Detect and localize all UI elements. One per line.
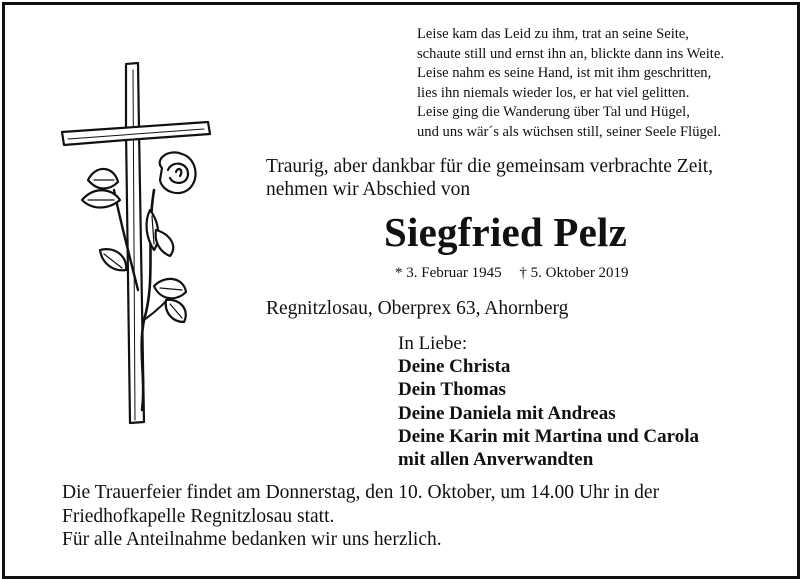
mourners-block xyxy=(398,332,699,471)
poem-line: Leise ging die Wanderung über Tal und Hügel, xyxy=(417,104,690,120)
poem-line: und uns wär´s als wüchsen still, seiner Seele Flügel. xyxy=(417,123,721,140)
deceased-name: Siegfried Pelz xyxy=(384,209,628,255)
address: Regnitzlosau, Oberprex 63, Ahornberg xyxy=(266,298,569,319)
poem-line: lies ihn niemals wieder los, er hat viel gelitten. xyxy=(417,84,690,101)
death-date: † 5. Oktober 2019 xyxy=(519,265,629,281)
poem-line: Leise nahm es seine Hand, ist mit ihm geschritten, xyxy=(417,65,712,81)
mourner-name: Dein Thomas xyxy=(398,379,506,401)
poem-line: Leise kam das Leid zu ihm, trat an seine Seite, xyxy=(417,26,689,42)
mourner-name: Deine Daniela mit Andreas xyxy=(398,402,616,424)
mourner-name: mit allen Anverwandten xyxy=(398,449,594,471)
funeral-info-line: Die Trauerfeier findet am Donnerstag, den 10. Oktober, um 14.00 Uhr in der xyxy=(62,482,660,503)
intro-text xyxy=(266,155,713,201)
funeral-info-line: Friedhofkapelle Regnitzlosau statt. xyxy=(62,505,335,527)
intro-line: nehmen wir Abschied von xyxy=(266,179,471,200)
mourners-list xyxy=(398,355,699,471)
intro-line: Traurig, aber dankbar für die gemeinsam verbrachte Zeit, xyxy=(266,156,714,177)
mourners-lead: In Liebe: xyxy=(398,333,468,354)
life-dates xyxy=(395,264,643,282)
mourner-name: Deine Karin mit Martina und Carola xyxy=(398,425,700,447)
cross-with-roses-icon xyxy=(58,60,218,428)
funeral-info xyxy=(62,481,659,552)
poem-line: schaute still und ernst ihn an, blickte dann ins Weite. xyxy=(417,45,724,62)
mourner-name: Deine Christa xyxy=(398,356,511,378)
birth-date: * 3. Februar 1945 xyxy=(395,265,502,281)
funeral-info-line: Für alle Anteilnahme bedanken wir uns herzlich. xyxy=(62,529,442,550)
poem xyxy=(417,25,777,142)
